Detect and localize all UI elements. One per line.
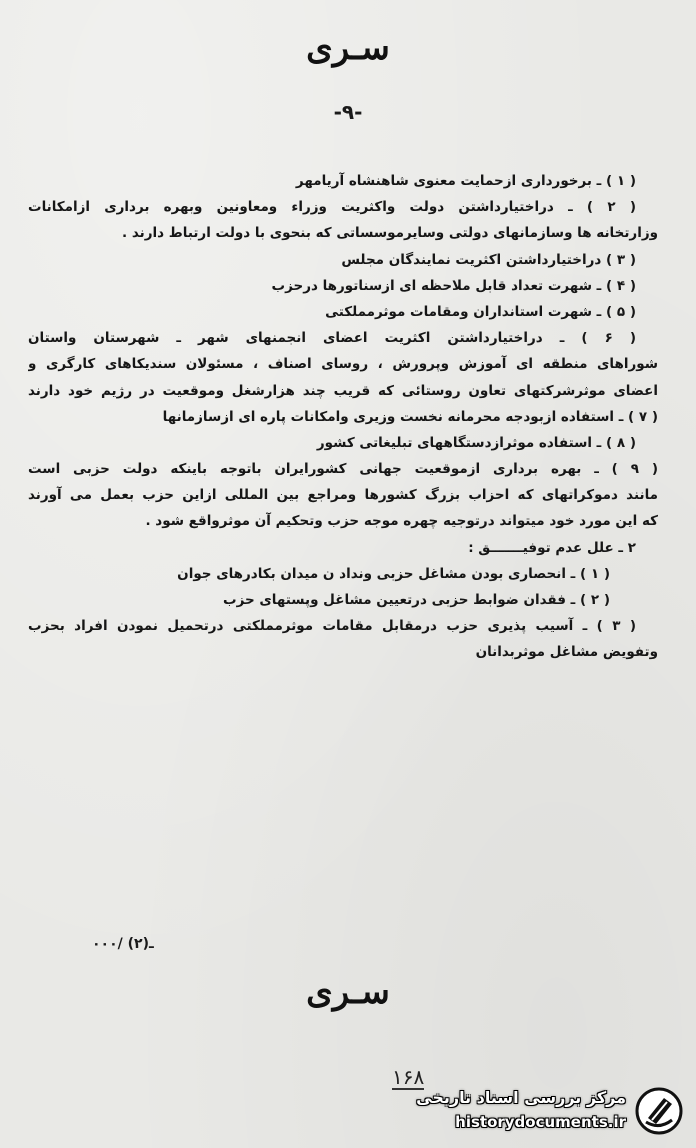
- page-number: ۱۶۸: [392, 1065, 425, 1089]
- text-line-item-5: ( ۵ ) ـ شهرت استانداران ومقامات موثرمملکتی: [325, 303, 636, 320]
- text-line-item-1: ( ۱ ) ـ برخورداری ازحمایت معنوی شاهنشاه آریامهر: [295, 173, 636, 189]
- watermark-url: historydocuments.ir: [455, 1113, 626, 1131]
- text-line-item-3: ( ۳ ) دراختیارداشتن اکثریت نمایندگان مجلس: [341, 251, 636, 268]
- text-line-item-7: ( ۷ ) ـ استفاده ازبودجه محرمانه نخست وزیری وامکانات پاره ای ازسازمانها: [162, 408, 658, 425]
- classification-stamp-bottom: سـری: [306, 972, 390, 1012]
- watermark: [398, 1080, 688, 1142]
- text-line-item-6-cont-2: اعضای موثرشرکتهای تعاون روستائی که قریب چند هزارشغل وموقعیت در رژیم خود دارند: [28, 382, 658, 399]
- text-line-item-9-cont-1: مانند دموکراتهای که احزاب بزرگ کشورها ومراجع بین المللی ازاین حزب بعمل می آورند: [28, 487, 658, 504]
- text-line-item-4: ( ۴ ) ـ شهرت تعداد قابل ملاحظه ای ازسناتورها درحزب: [271, 277, 636, 294]
- text-line-item-9: ( ۹ ) ـ بهره برداری ازموقعیت جهانی کشورایران باتوجه باینکه دولت حزبی است: [28, 461, 658, 478]
- text-line-item-6: ( ۶ ) ـ دراختیارداشتن اکثریت اعضای انجمنهای شهر ـ شهرستان واستان: [28, 330, 636, 347]
- document-body: [28, 168, 658, 666]
- text-line-cause-2: ( ۲ ) ـ فقدان ضوابط حزبی درتعیین مشاغل وپستهای حزب: [223, 592, 610, 608]
- text-line-cause-3: ( ۳ ) ـ آسیب پذیری حزب درمقابل مقامات موثرمملکتی درتحمیل نمودن افراد بحزب: [28, 618, 636, 635]
- text-line-item-9-cont-2: که این مورد خود میتواند درتوجیه چهره موجه حزب وتحکیم آن موثرواقع شود .: [145, 513, 658, 530]
- text-line-item-2: ( ۲ ) ـ دراختیارداشتن دولت واکثریت وزراء ومعاونین وبهره برداری ازامکانات: [28, 199, 637, 216]
- text-line-item-2-cont: وزارتخانه ها وسازمانهای دولتی وسایرموسساتی که بنحوی با دولت ارتباط دارند .: [122, 225, 658, 242]
- archive-document-logo-icon: [634, 1086, 684, 1136]
- text-line-cause-3-cont: وتفویض مشاغل موثربدانان: [475, 644, 658, 661]
- section-heading-failure-causes: ۲ ـ علل عدم توفیـــــــق :: [468, 539, 636, 556]
- text-line-cause-1: ( ۱ ) ـ انحصاری بودن مشاغل حزبی ونداد ن میدان بکادرهای جوان: [177, 565, 610, 582]
- footer-reference-code: ۰۰۰/ ـ(۲): [92, 936, 154, 952]
- text-line-item-8: ( ۸ ) ـ استفاده موثرازدستگاههای تبلیغاتی کشور: [316, 434, 636, 451]
- classification-stamp-top: سـری: [306, 28, 390, 68]
- page-marker: -۹-: [333, 100, 363, 124]
- watermark-title: مرکز بررسی اسناد تاریخی: [416, 1088, 626, 1107]
- text-line-item-6-cont-1: شوراهای منطقه ای آموزش وپرورش ، روسای اصناف ، مسئولان سندیکاهای کارگری و: [28, 356, 658, 373]
